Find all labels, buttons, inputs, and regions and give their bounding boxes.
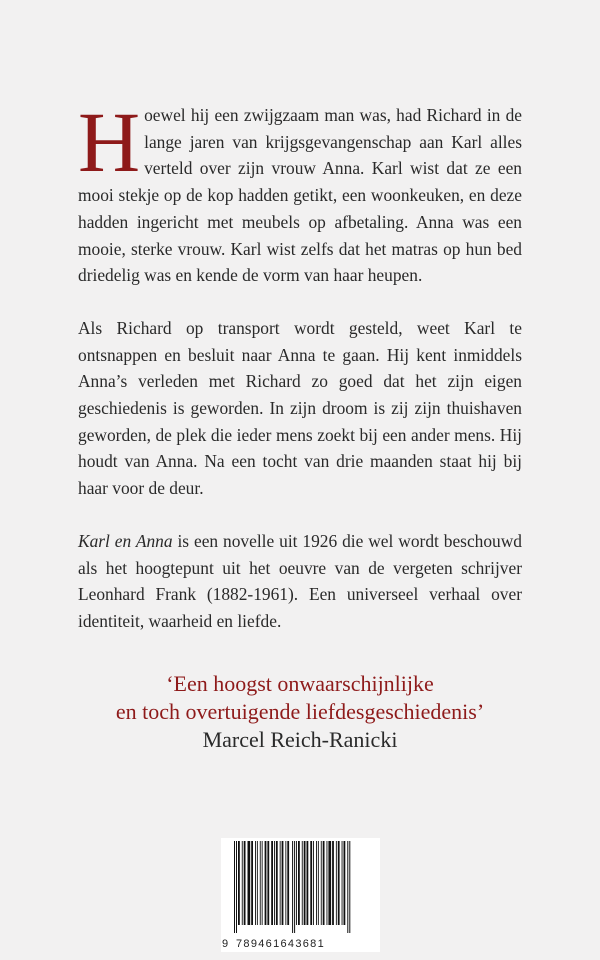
barcode-bar (307, 841, 309, 925)
barcode-bar (318, 841, 319, 925)
barcode-bar (276, 841, 278, 925)
barcode-bar (321, 841, 322, 925)
barcode-bar (294, 841, 295, 933)
isbn-barcode (221, 838, 380, 952)
blurb-paragraph-1-text: oewel hij een zwijgzaam man was, had Richard in de lange jaren van krijgsgevangenschap aan Karl alles verteld over zijn vrouw Anna. Karl wist dat ze een mooi stekje op de kop hadden getikt, een woonkeuken, en deze hadden ingericht met meubels op afbetaling. Anna was een mooie, sterke vrouw. Karl wist zelfs dat het matras op hun bed driedelig was en kende de vorm van haar heupen. (78, 105, 522, 286)
drop-cap: H (78, 94, 141, 190)
barcode-bar (296, 841, 297, 925)
barcode-bar (338, 841, 340, 925)
barcode-bar (274, 841, 275, 925)
barcode-bar (248, 841, 251, 925)
barcode-bar (234, 841, 235, 933)
blurb-paragraph-3 (78, 528, 522, 635)
barcode-bar (304, 841, 306, 925)
barcode-bar (310, 841, 312, 925)
barcode-bar (280, 841, 281, 925)
barcode-bar (251, 841, 253, 925)
quote-author: Marcel Reich-Ranicki (202, 727, 398, 752)
barcode-bar (271, 841, 273, 925)
barcode-bar (285, 841, 286, 925)
barcode-bar (257, 841, 258, 925)
barcode-bar (298, 841, 300, 925)
barcode-bar (349, 841, 350, 933)
barcode-bar (327, 841, 328, 925)
barcode-bar (336, 841, 337, 925)
barcode-bar (265, 841, 267, 925)
barcode-bar (328, 841, 331, 925)
blurb-paragraph-3-text: is een novelle uit 1926 die wel wordt beschouwd als het hoogtepunt uit het oeuvre van de vergeten schrijver Leonhard Frank (1882-1961). Een universeel verhaal over identiteit, waarheid en liefde. (78, 530, 523, 631)
book-title-italic: Karl en Anna (78, 530, 173, 551)
barcode-bar (255, 841, 256, 925)
barcode-bar (238, 841, 240, 925)
barcode-bar (282, 841, 284, 925)
isbn-lead-digit: 9 (222, 938, 229, 950)
barcode-bars (232, 841, 372, 935)
barcode-bar (292, 841, 293, 933)
barcode-bar (262, 841, 263, 925)
barcode-bar (342, 841, 343, 925)
barcode-bar (244, 841, 246, 925)
barcode-bar (302, 841, 303, 925)
barcode-bar (267, 841, 269, 925)
barcode-bar (313, 841, 314, 925)
blurb-paragraph-2: Als Richard op transport wordt gesteld, weet Karl te ontsnappen en besluit naar Anna te gaan. Hij kent inmiddels Anna’s verleden met Richard zo goed dat het zijn eigen geschiedenis is geworden. In zijn droom is zij zijn thuishaven geworden, de plek die ieder mens zoekt bij een ander mens. Hij houdt van Anna. Na een tocht van drie maanden staat hij bij haar voor de deur. (78, 317, 522, 499)
quote-line-2: en toch overtuigende liefdesgeschiedenis’ (115, 699, 485, 724)
review-quote (78, 670, 522, 754)
barcode-bar (242, 841, 243, 925)
blurb-paragraph-1 (78, 94, 522, 289)
barcode-bar (287, 841, 289, 925)
barcode-bar (323, 841, 325, 925)
barcode-bar (344, 841, 346, 925)
barcode-bar (347, 841, 348, 933)
barcode-bar (332, 841, 334, 925)
barcode-bar (316, 841, 317, 925)
quote-line-1: ‘Een hoogst onwaarschijnlijke (166, 671, 434, 696)
isbn-number: 789461643681 (236, 938, 326, 950)
barcode-bar (260, 841, 261, 925)
barcode-bar (236, 841, 237, 933)
blurb-text (78, 94, 523, 661)
